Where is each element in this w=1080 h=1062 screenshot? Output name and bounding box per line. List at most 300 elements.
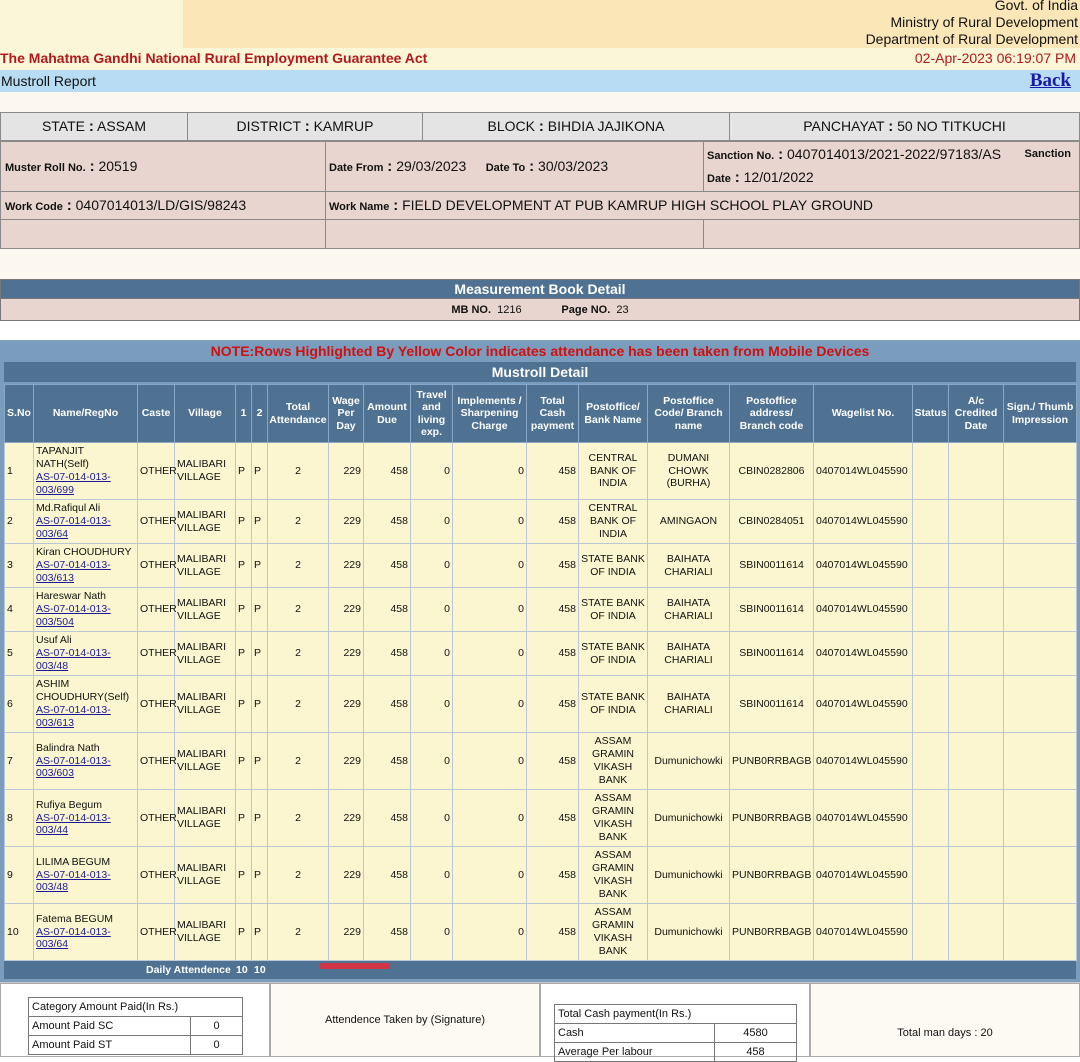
worker-name: Hareswar Nath	[36, 590, 107, 603]
implements-cell: 0	[453, 632, 527, 676]
empty-cell	[326, 220, 704, 249]
wagelist-cell: 0407014WL045590	[814, 632, 913, 676]
table-row	[5, 632, 1077, 676]
village-cell: MALIBARI VILLAGE	[175, 733, 236, 790]
table-header-row	[5, 385, 1077, 443]
report-bar	[0, 70, 1080, 92]
table-row	[5, 443, 1077, 500]
wagelist-cell: 0407014WL045590	[814, 588, 913, 632]
cash-payment-cell: 458	[527, 676, 579, 733]
muster-roll-cell: Muster Roll No. : 20519	[1, 142, 326, 192]
implements-cell: 0	[453, 847, 527, 904]
registration-link[interactable]: AS-07-014-013-003/64	[36, 515, 111, 540]
registration-link[interactable]: AS-07-014-013-003/613	[36, 559, 111, 584]
village-cell: MALIBARI VILLAGE	[175, 847, 236, 904]
attendance-signature: Attendence Taken by (Signature)	[324, 1014, 485, 1026]
status-cell	[913, 847, 949, 904]
wagelist-cell: 0407014WL045590	[814, 544, 913, 588]
total-attendance-cell: 2	[268, 544, 329, 588]
table-row	[5, 588, 1077, 632]
page-no-value: 23	[616, 303, 629, 316]
village-cell: MALIBARI VILLAGE	[175, 588, 236, 632]
scroll-indicator[interactable]	[320, 963, 390, 969]
sno-cell: 2	[5, 500, 34, 544]
column-header: Sign./ Thumb Impression	[1004, 385, 1077, 443]
implements-cell: 0	[453, 500, 527, 544]
cash-value: 4580	[715, 1024, 797, 1043]
amount-due-cell: 458	[364, 904, 411, 961]
bank-name-cell: CENTRAL BANK OF INDIA	[579, 443, 648, 500]
travel-cell: 0	[411, 904, 453, 961]
table-row	[5, 847, 1077, 904]
branch-name-cell: Dumunichowki	[648, 790, 730, 847]
status-cell	[913, 904, 949, 961]
mobile-note: NOTE:Rows Highlighted By Yellow Color indicates attendance has been taken from Mobile Devices	[210, 343, 870, 359]
sanction-cell: Sanction No. : 0407014013/2021-2022/97183/AS Sanction Date : 12/01/2022	[704, 142, 1080, 192]
branch-code-cell: CBIN0284051	[730, 500, 814, 544]
cash-table	[554, 1004, 797, 1062]
worker-name: Rufiya Begum	[36, 798, 102, 811]
implements-cell: 0	[453, 790, 527, 847]
travel-cell: 0	[411, 588, 453, 632]
page-header	[0, 0, 1080, 70]
village-cell: MALIBARI VILLAGE	[175, 632, 236, 676]
wage-cell: 229	[329, 443, 364, 500]
caste-cell: OTHER	[138, 588, 175, 632]
branch-code-cell: SBIN0011614	[730, 676, 814, 733]
mustroll-table	[4, 384, 1077, 961]
block-cell: BLOCK : BIHDIA JAJIKONA	[423, 113, 730, 141]
daily-attendance-label: Daily Attendence	[146, 964, 231, 976]
report-title: Mustroll Report	[1, 73, 96, 89]
bank-name-cell: STATE BANK OF INDIA	[579, 632, 648, 676]
work-name-value: FIELD DEVELOPMENT AT PUB KAMRUP HIGH SCHOOL PLAY GROUND	[402, 197, 874, 213]
column-header: Amount Due	[364, 385, 411, 443]
sanction-date-value: 12/01/2022	[743, 168, 814, 185]
day1-cell: P	[236, 676, 252, 733]
branch-name-cell: AMINGAON	[648, 500, 730, 544]
travel-cell: 0	[411, 790, 453, 847]
village-cell: MALIBARI VILLAGE	[175, 443, 236, 500]
caste-cell: OTHER	[138, 500, 175, 544]
wagelist-cell: 0407014WL045590	[814, 676, 913, 733]
status-cell	[913, 790, 949, 847]
branch-name-cell: Dumunichowki	[648, 904, 730, 961]
village-cell: MALIBARI VILLAGE	[175, 544, 236, 588]
day1-cell: P	[236, 904, 252, 961]
sno-cell: 10	[5, 904, 34, 961]
village-cell: MALIBARI VILLAGE	[175, 500, 236, 544]
sanction-value: 0407014013/2021-2022/97183/AS	[787, 145, 1002, 162]
credited-date-cell	[949, 676, 1004, 733]
sno-cell: 8	[5, 790, 34, 847]
branch-code-cell: SBIN0011614	[730, 632, 814, 676]
table-row	[5, 790, 1077, 847]
implements-cell: 0	[453, 588, 527, 632]
mandays-box	[810, 983, 1080, 1057]
daily-attendance-row	[4, 961, 1076, 979]
worker-name: Fatema BEGUM	[36, 912, 114, 925]
branch-name-cell: BAIHATA CHARIALI	[648, 676, 730, 733]
implements-cell: 0	[453, 904, 527, 961]
bank-name-cell: ASSAM GRAMIN VIKASH BANK	[579, 847, 648, 904]
wage-cell: 229	[329, 544, 364, 588]
bank-name-cell: STATE BANK OF INDIA	[579, 544, 648, 588]
sno-cell: 4	[5, 588, 34, 632]
department-label: Department of Rural Development	[865, 31, 1078, 47]
wagelist-cell: 0407014WL045590	[814, 733, 913, 790]
st-label: Amount Paid ST	[29, 1036, 191, 1055]
location-table	[0, 112, 1080, 141]
worker-name: Kiran CHOUDHURY	[36, 546, 132, 559]
cash-payment-cell: 458	[527, 443, 579, 500]
registration-link[interactable]: AS-07-014-013-003/603	[36, 754, 111, 780]
wagelist-cell: 0407014WL045590	[814, 500, 913, 544]
total-attendance-cell: 2	[268, 443, 329, 500]
day2-cell: P	[252, 588, 268, 632]
column-header: Travel and living exp.	[411, 385, 453, 443]
bank-name-cell: STATE BANK OF INDIA	[579, 588, 648, 632]
name-cell	[34, 544, 138, 588]
worker-name: Usuf Ali	[36, 634, 72, 647]
signature-cell	[1004, 500, 1077, 544]
cash-payment-cell: 458	[527, 904, 579, 961]
sno-cell: 9	[5, 847, 34, 904]
total-attendance-cell: 2	[268, 733, 329, 790]
wagelist-cell: 0407014WL045590	[814, 904, 913, 961]
signature-box	[270, 983, 540, 1057]
day2-cell: P	[252, 676, 268, 733]
gov-label: Govt. of India	[994, 0, 1078, 13]
table-row	[5, 544, 1077, 588]
table-row	[5, 500, 1077, 544]
total-attendance-cell: 2	[268, 588, 329, 632]
total-mandays: Total man days : 20	[897, 1027, 993, 1039]
cash-payment-cell: 458	[527, 588, 579, 632]
day1-cell: P	[236, 443, 252, 500]
district-cell: DISTRICT : KAMRUP	[188, 113, 423, 141]
date-from-value: 29/03/2023	[396, 158, 467, 174]
sno-cell: 6	[5, 676, 34, 733]
column-header: Wagelist No.	[814, 385, 913, 443]
branch-name-cell: BAIHATA CHARIALI	[648, 544, 730, 588]
status-cell	[913, 588, 949, 632]
wage-cell: 229	[329, 790, 364, 847]
status-cell	[913, 632, 949, 676]
date-range-cell: Date From : 29/03/2023 Date To : 30/03/2023	[326, 142, 704, 192]
sno-cell: 3	[5, 544, 34, 588]
travel-cell: 0	[411, 676, 453, 733]
column-header: Status	[913, 385, 949, 443]
column-header: Name/RegNo	[34, 385, 138, 443]
registration-link[interactable]: AS-07-014-013-003/504	[36, 603, 111, 628]
travel-cell: 0	[411, 733, 453, 790]
branch-name-cell: BAIHATA CHARIALI	[648, 588, 730, 632]
table-row	[5, 733, 1077, 790]
total-attendance-cell: 2	[268, 847, 329, 904]
spacer	[0, 92, 1080, 112]
wage-cell: 229	[329, 904, 364, 961]
implements-cell: 0	[453, 733, 527, 790]
total-attendance-cell: 2	[268, 632, 329, 676]
block-value: BIHDIA JAJIKONA	[547, 118, 665, 134]
cash-payment-cell: 458	[527, 733, 579, 790]
day1-cell: P	[236, 544, 252, 588]
column-header: Total Attendance	[268, 385, 329, 443]
wage-cell: 229	[329, 676, 364, 733]
implements-cell: 0	[453, 443, 527, 500]
travel-cell: 0	[411, 544, 453, 588]
branch-name-cell: Dumunichowki	[648, 733, 730, 790]
wagelist-cell: 0407014WL045590	[814, 847, 913, 904]
muster-roll-value: 20519	[98, 158, 138, 174]
sno-cell: 1	[5, 443, 34, 500]
signature-cell	[1004, 544, 1077, 588]
day1-cell: P	[236, 588, 252, 632]
back-link[interactable]: Back	[1029, 70, 1071, 91]
category-title: Category Amount Paid(In Rs.)	[29, 998, 243, 1017]
bank-name-cell: ASSAM GRAMIN VIKASH BANK	[579, 790, 648, 847]
worker-name: Md.Rafiqul Ali	[36, 502, 101, 515]
day1-cell: P	[236, 632, 252, 676]
travel-cell: 0	[411, 443, 453, 500]
travel-cell: 0	[411, 500, 453, 544]
day2-cell: P	[252, 443, 268, 500]
amount-due-cell: 458	[364, 500, 411, 544]
branch-code-cell: PUNB0RRBAGB	[730, 904, 814, 961]
panchayat-cell: PANCHAYAT : 50 NO TITKUCHI	[730, 113, 1080, 141]
cash-payment-cell: 458	[527, 500, 579, 544]
name-cell	[34, 443, 138, 500]
column-header: A/c Credited Date	[949, 385, 1004, 443]
credited-date-cell	[949, 733, 1004, 790]
sc-label: Amount Paid SC	[29, 1017, 191, 1036]
amount-due-cell: 458	[364, 790, 411, 847]
total-attendance-cell: 2	[268, 790, 329, 847]
amount-due-cell: 458	[364, 676, 411, 733]
village-cell: MALIBARI VILLAGE	[175, 676, 236, 733]
amount-due-cell: 458	[364, 588, 411, 632]
name-cell	[34, 632, 138, 676]
cash-box	[540, 983, 810, 1057]
cash-title: Total Cash payment(In Rs.)	[555, 1005, 797, 1024]
sc-value: 0	[191, 1017, 243, 1036]
mb-no-value: 1216	[497, 303, 522, 316]
act-title: The Mahatma Gandhi National Rural Employment Guarantee Act	[0, 50, 428, 66]
branch-name-cell: BAIHATA CHARIALI	[648, 632, 730, 676]
name-cell	[34, 847, 138, 904]
day2-cell: P	[252, 632, 268, 676]
timestamp: 02-Apr-2023 06:19:07 PM	[914, 50, 1076, 66]
cash-payment-cell: 458	[527, 632, 579, 676]
caste-cell: OTHER	[138, 733, 175, 790]
amount-due-cell: 458	[364, 443, 411, 500]
credited-date-cell	[949, 544, 1004, 588]
work-name-cell: Work Name : FIELD DEVELOPMENT AT PUB KAMRUP HIGH SCHOOL PLAY GROUND	[326, 192, 1080, 220]
name-cell	[34, 588, 138, 632]
credited-date-cell	[949, 847, 1004, 904]
total-attendance-cell: 2	[268, 676, 329, 733]
sno-cell: 5	[5, 632, 34, 676]
name-cell	[34, 676, 138, 733]
day1-cell: P	[236, 500, 252, 544]
signature-cell	[1004, 904, 1077, 961]
st-value: 0	[191, 1036, 243, 1055]
sno-cell: 7	[5, 733, 34, 790]
branch-code-cell: PUNB0RRBAGB	[730, 790, 814, 847]
village-cell: MALIBARI VILLAGE	[175, 790, 236, 847]
avg-value: 458	[715, 1043, 797, 1062]
day2-cell: P	[252, 733, 268, 790]
wage-cell: 229	[329, 847, 364, 904]
daily-attendance-day2: 10	[254, 964, 266, 976]
wagelist-cell: 0407014WL045590	[814, 790, 913, 847]
column-header: 1	[236, 385, 252, 443]
cash-label: Cash	[555, 1024, 715, 1043]
bank-name-cell: ASSAM GRAMIN VIKASH BANK	[579, 733, 648, 790]
column-header: S.No	[5, 385, 34, 443]
status-cell	[913, 676, 949, 733]
total-attendance-cell: 2	[268, 904, 329, 961]
branch-name-cell: DUMANI CHOWK (BURHA)	[648, 443, 730, 500]
cash-payment-cell: 458	[527, 544, 579, 588]
column-header: Postoffice address/ Branch code	[730, 385, 814, 443]
amount-due-cell: 458	[364, 632, 411, 676]
ministry-label: Ministry of Rural Development	[890, 14, 1078, 30]
column-header: Wage Per Day	[329, 385, 364, 443]
wagelist-cell: 0407014WL045590	[814, 443, 913, 500]
status-cell	[913, 443, 949, 500]
branch-code-cell: CBIN0282806	[730, 443, 814, 500]
cash-payment-cell: 458	[527, 790, 579, 847]
branch-code-cell: SBIN0011614	[730, 544, 814, 588]
credited-date-cell	[949, 588, 1004, 632]
branch-name-cell: Dumunichowki	[648, 847, 730, 904]
registration-link[interactable]: AS-07-014-013-003/48	[36, 868, 111, 894]
wage-cell: 229	[329, 500, 364, 544]
total-attendance-cell: 2	[268, 500, 329, 544]
day2-cell: P	[252, 544, 268, 588]
implements-cell: 0	[453, 676, 527, 733]
registration-link[interactable]: AS-07-014-013-003/699	[36, 471, 111, 496]
registration-link[interactable]: AS-07-014-013-003/44	[36, 811, 111, 837]
branch-code-cell: PUNB0RRBAGB	[730, 733, 814, 790]
mb-values: MB NO. 1216 Page NO. 23	[1, 299, 1080, 321]
bank-name-cell: CENTRAL BANK OF INDIA	[579, 500, 648, 544]
day2-cell: P	[252, 790, 268, 847]
village-cell: MALIBARI VILLAGE	[175, 904, 236, 961]
column-header: 2	[252, 385, 268, 443]
amount-due-cell: 458	[364, 544, 411, 588]
column-header: Village	[175, 385, 236, 443]
registration-link[interactable]: AS-07-014-013-003/613	[36, 704, 111, 729]
muster-table	[0, 141, 1080, 249]
caste-cell: OTHER	[138, 676, 175, 733]
column-header: Caste	[138, 385, 175, 443]
signature-cell	[1004, 847, 1077, 904]
credited-date-cell	[949, 790, 1004, 847]
credited-date-cell	[949, 632, 1004, 676]
cash-payment-cell: 458	[527, 847, 579, 904]
signature-cell	[1004, 676, 1077, 733]
spacer	[0, 249, 1080, 279]
status-cell	[913, 544, 949, 588]
registration-link[interactable]: AS-07-014-013-003/64	[36, 925, 111, 951]
name-cell	[34, 790, 138, 847]
wage-cell: 229	[329, 632, 364, 676]
credited-date-cell	[949, 443, 1004, 500]
panchayat-value: 50 NO TITKUCHI	[897, 118, 1006, 134]
day2-cell: P	[252, 500, 268, 544]
caste-cell: OTHER	[138, 544, 175, 588]
column-header: Postoffice Code/ Branch name	[648, 385, 730, 443]
amount-due-cell: 458	[364, 847, 411, 904]
caste-cell: OTHER	[138, 904, 175, 961]
implements-cell: 0	[453, 544, 527, 588]
caste-cell: OTHER	[138, 632, 175, 676]
registration-link[interactable]: AS-07-014-013-003/48	[36, 647, 111, 672]
caste-cell: OTHER	[138, 790, 175, 847]
daily-attendance-day1: 10	[236, 964, 248, 976]
worker-name: LILIMA BEGUM	[36, 855, 111, 868]
date-to-value: 30/03/2023	[538, 158, 609, 174]
category-table	[28, 997, 243, 1055]
caste-cell: OTHER	[138, 847, 175, 904]
wage-cell: 229	[329, 588, 364, 632]
empty-cell	[704, 220, 1080, 249]
signature-cell	[1004, 733, 1077, 790]
name-cell	[34, 904, 138, 961]
summary-section	[0, 982, 1080, 1056]
wage-cell: 229	[329, 733, 364, 790]
avg-label: Average Per labour	[555, 1043, 715, 1062]
day2-cell: P	[252, 847, 268, 904]
amount-due-cell: 458	[364, 733, 411, 790]
bank-name-cell: STATE BANK OF INDIA	[579, 676, 648, 733]
branch-code-cell: PUNB0RRBAGB	[730, 847, 814, 904]
worker-name: ASHIM CHOUDHURY(Self)	[36, 678, 130, 704]
worker-name: Balindra Nath	[36, 741, 100, 754]
work-code-cell: Work Code : 0407014013/LD/GIS/98243	[1, 192, 326, 220]
travel-cell: 0	[411, 847, 453, 904]
day1-cell: P	[236, 733, 252, 790]
signature-cell	[1004, 588, 1077, 632]
state-value: ASSAM	[97, 118, 147, 134]
table-row	[5, 676, 1077, 733]
category-box	[0, 983, 270, 1057]
day2-cell: P	[252, 904, 268, 961]
travel-cell: 0	[411, 632, 453, 676]
work-code-value: 0407014013/LD/GIS/98243	[75, 197, 247, 213]
branch-code-cell: SBIN0011614	[730, 588, 814, 632]
day1-cell: P	[236, 847, 252, 904]
caste-cell: OTHER	[138, 443, 175, 500]
status-cell	[913, 733, 949, 790]
state-cell: STATE : ASSAM	[1, 113, 188, 141]
measurement-book-table	[0, 279, 1080, 321]
day1-cell: P	[236, 790, 252, 847]
district-value: KAMRUP	[313, 118, 374, 134]
credited-date-cell	[949, 500, 1004, 544]
column-header: Postoffice/ Bank Name	[579, 385, 648, 443]
signature-cell	[1004, 443, 1077, 500]
mb-title: Measurement Book Detail	[1, 280, 1080, 299]
signature-cell	[1004, 790, 1077, 847]
credited-date-cell	[949, 904, 1004, 961]
worker-name: TAPANJIT NATH(Self)	[36, 445, 89, 471]
name-cell	[34, 500, 138, 544]
empty-cell	[1, 220, 326, 249]
